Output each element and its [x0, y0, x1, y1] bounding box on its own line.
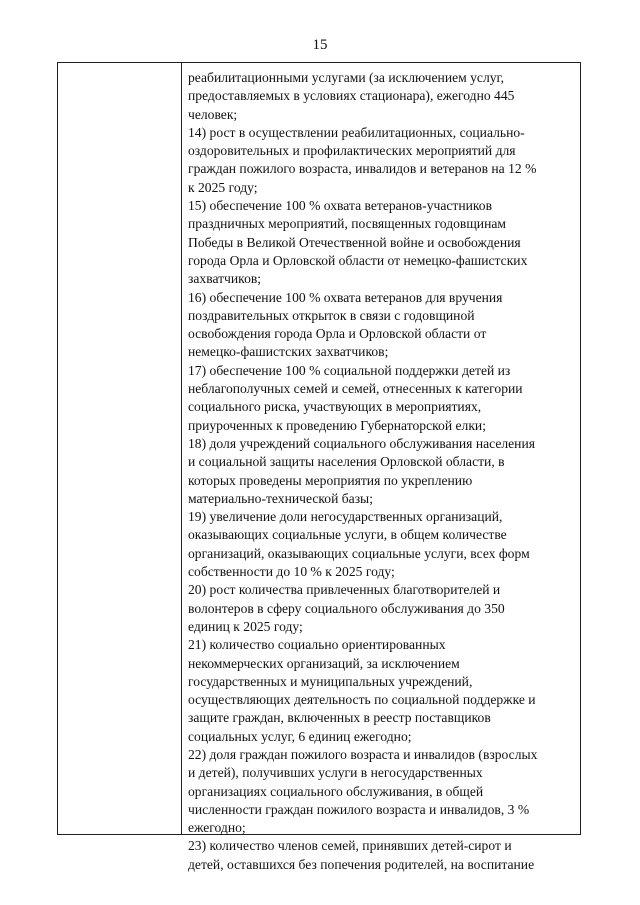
text-line: оздоровительных и профилактических мероприятий для [188, 143, 516, 159]
text-line: единиц к 2025 году; [188, 618, 303, 634]
text-line: 19) увеличение доли негосударственных организаций, [188, 509, 503, 525]
table-right-column [182, 63, 580, 872]
text-line: к 2025 году; [188, 179, 258, 195]
text-line: человек; [188, 106, 238, 122]
text-line: праздничных мероприятий, посвященных годовщинам [188, 216, 506, 232]
text-line: детей, оставшихся без попечения родителей, на воспитание [188, 856, 535, 872]
text-line: 23) количество членов семей, принявших детей-сирот и [188, 838, 512, 854]
text-line: немецко-фашистских захватчиков; [188, 344, 389, 360]
text-line: Победы в Великой Отечественной войне и освобождения [188, 234, 521, 250]
text-line: освобождения города Орла и Орловской области от [188, 326, 487, 342]
text-line: и детей), получивших услуги в негосударственных [188, 765, 483, 781]
text-line: защите граждан, включенных в реестр поставщиков [188, 710, 491, 726]
text-line: социального риска, участвующих в мероприятиях, [188, 399, 482, 415]
text-line: граждан пожилого возраста, инвалидов и ветеранов на 12 % [188, 161, 537, 177]
text-line: ежегодно; [188, 820, 246, 836]
text-line: предоставляемых в условиях стационара), ежегодно 445 [188, 88, 515, 104]
text-line: некоммерческих организаций, за исключением [188, 655, 460, 671]
text-line: 15) обеспечение 100 % охвата ветеранов-участников [188, 198, 493, 214]
text-line: 17) обеспечение 100 % социальной поддержки детей из [188, 362, 511, 378]
text-line: приуроченных к проведению Губернаторской елки; [188, 417, 486, 433]
text-line: захватчиков; [188, 271, 262, 287]
text-line: реабилитационными услугами (за исключением услуг, [188, 70, 504, 85]
table-left-column [58, 63, 182, 834]
text-line: 21) количество социально ориентированных [188, 637, 446, 653]
text-line: 20) рост количества привлеченных благотворителей и [188, 582, 501, 598]
text-line: 22) доля граждан пожилого возраста и инвалидов (взрослых [188, 746, 538, 762]
text-line: которых проведены мероприятия по укреплению [188, 472, 473, 488]
text-line: неблагополучных семей и семей, отнесенных к категории [188, 381, 523, 397]
text-line: оказывающих социальные услуги, в общем количестве [188, 527, 507, 543]
text-line: собственности до 10 % к 2025 году; [188, 564, 395, 580]
text-line: волонтеров в сферу социального обслуживания до 350 [188, 600, 505, 616]
text-line: 14) рост в осуществлении реабилитационных, социально- [188, 124, 525, 140]
text-line: организаций, оказывающих социальные услуги, всех форм [188, 545, 530, 561]
page-number: 15 [312, 37, 328, 53]
text-line: 16) обеспечение 100 % охвата ветеранов для вручения [188, 289, 503, 305]
text-line: осуществляющих деятельность по социальной поддержке и [188, 692, 536, 708]
text-line: и социальной защиты населения Орловской области, в [188, 454, 505, 470]
text-line: города Орла и Орловской области от немецко-фашистских [188, 252, 528, 268]
text-line: 18) доля учреждений социального обслуживания населения [188, 435, 535, 451]
text-line: государственных и муниципальных учреждений, [188, 673, 473, 689]
text-line: численности граждан пожилого возраста и инвалидов, 3 % [188, 801, 530, 817]
text-line: поздравительных открыток в связи с годовщиной [188, 307, 475, 323]
document-table [57, 62, 581, 872]
text-line: материально-технической базы; [188, 490, 373, 506]
text-line: социальных услуг, 6 единиц ежегодно; [188, 728, 412, 744]
text-line: организациях социального обслуживания, в общей [188, 783, 484, 799]
